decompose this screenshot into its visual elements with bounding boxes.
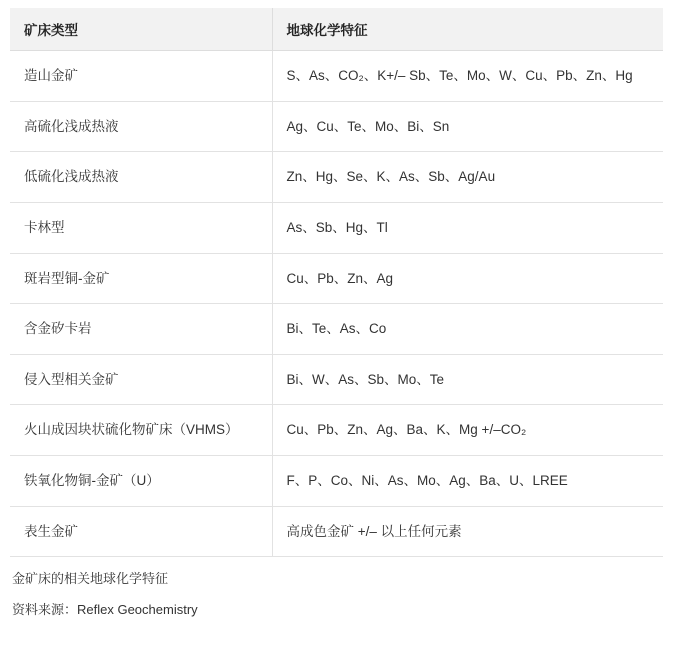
table-row	[10, 51, 663, 102]
cell-deposit-type: 造山金矿	[10, 51, 272, 102]
column-header-deposit-type: 矿床类型	[10, 8, 272, 51]
cell-deposit-type: 高硫化浅成热液	[10, 101, 272, 152]
cell-geochemical-features: Cu、Pb、Zn、Ag	[272, 253, 663, 304]
table-row	[10, 253, 663, 304]
cell-geochemical-features: S、As、CO₂、K+/– Sb、Te、Mo、W、Cu、Pb、Zn、Hg	[272, 51, 663, 102]
table-row	[10, 405, 663, 456]
cell-deposit-type: 斑岩型铜-金矿	[10, 253, 272, 304]
cell-deposit-type: 表生金矿	[10, 506, 272, 557]
table-row	[10, 152, 663, 203]
table-row	[10, 202, 663, 253]
cell-deposit-type: 铁氧化物铜-金矿（U）	[10, 456, 272, 507]
table-body	[10, 51, 663, 557]
table-header-row	[10, 8, 663, 51]
cell-geochemical-features: 高成色金矿 +/– 以上任何元素	[272, 506, 663, 557]
table-row	[10, 101, 663, 152]
cell-geochemical-features: As、Sb、Hg、Tl	[272, 202, 663, 253]
cell-deposit-type: 低硫化浅成热液	[10, 152, 272, 203]
geochemistry-table	[10, 8, 663, 557]
cell-geochemical-features: Cu、Pb、Zn、Ag、Ba、K、Mg +/–CO₂	[272, 405, 663, 456]
cell-geochemical-features: Zn、Hg、Se、K、As、Sb、Ag/Au	[272, 152, 663, 203]
cell-deposit-type: 含金矽卡岩	[10, 304, 272, 355]
table-row	[10, 456, 663, 507]
cell-deposit-type: 卡林型	[10, 202, 272, 253]
cell-geochemical-features: F、P、Co、Ni、As、Mo、Ag、Ba、U、LREE	[272, 456, 663, 507]
cell-geochemical-features: Bi、Te、As、Co	[272, 304, 663, 355]
table-row	[10, 304, 663, 355]
table-row	[10, 506, 663, 557]
table-source: 资料来源：Reflex Geochemistry	[12, 602, 198, 618]
table-row	[10, 354, 663, 405]
table-header	[10, 8, 663, 51]
cell-deposit-type: 侵入型相关金矿	[10, 354, 272, 405]
column-header-geochemical-features: 地球化学特征	[272, 8, 663, 51]
cell-geochemical-features: Bi、W、As、Sb、Mo、Te	[272, 354, 663, 405]
cell-deposit-type: 火山成因块状硫化物矿床（VHMS）	[10, 405, 272, 456]
table-caption: 金矿床的相关地球化学特征	[12, 571, 169, 587]
cell-geochemical-features: Ag、Cu、Te、Mo、Bi、Sn	[272, 101, 663, 152]
